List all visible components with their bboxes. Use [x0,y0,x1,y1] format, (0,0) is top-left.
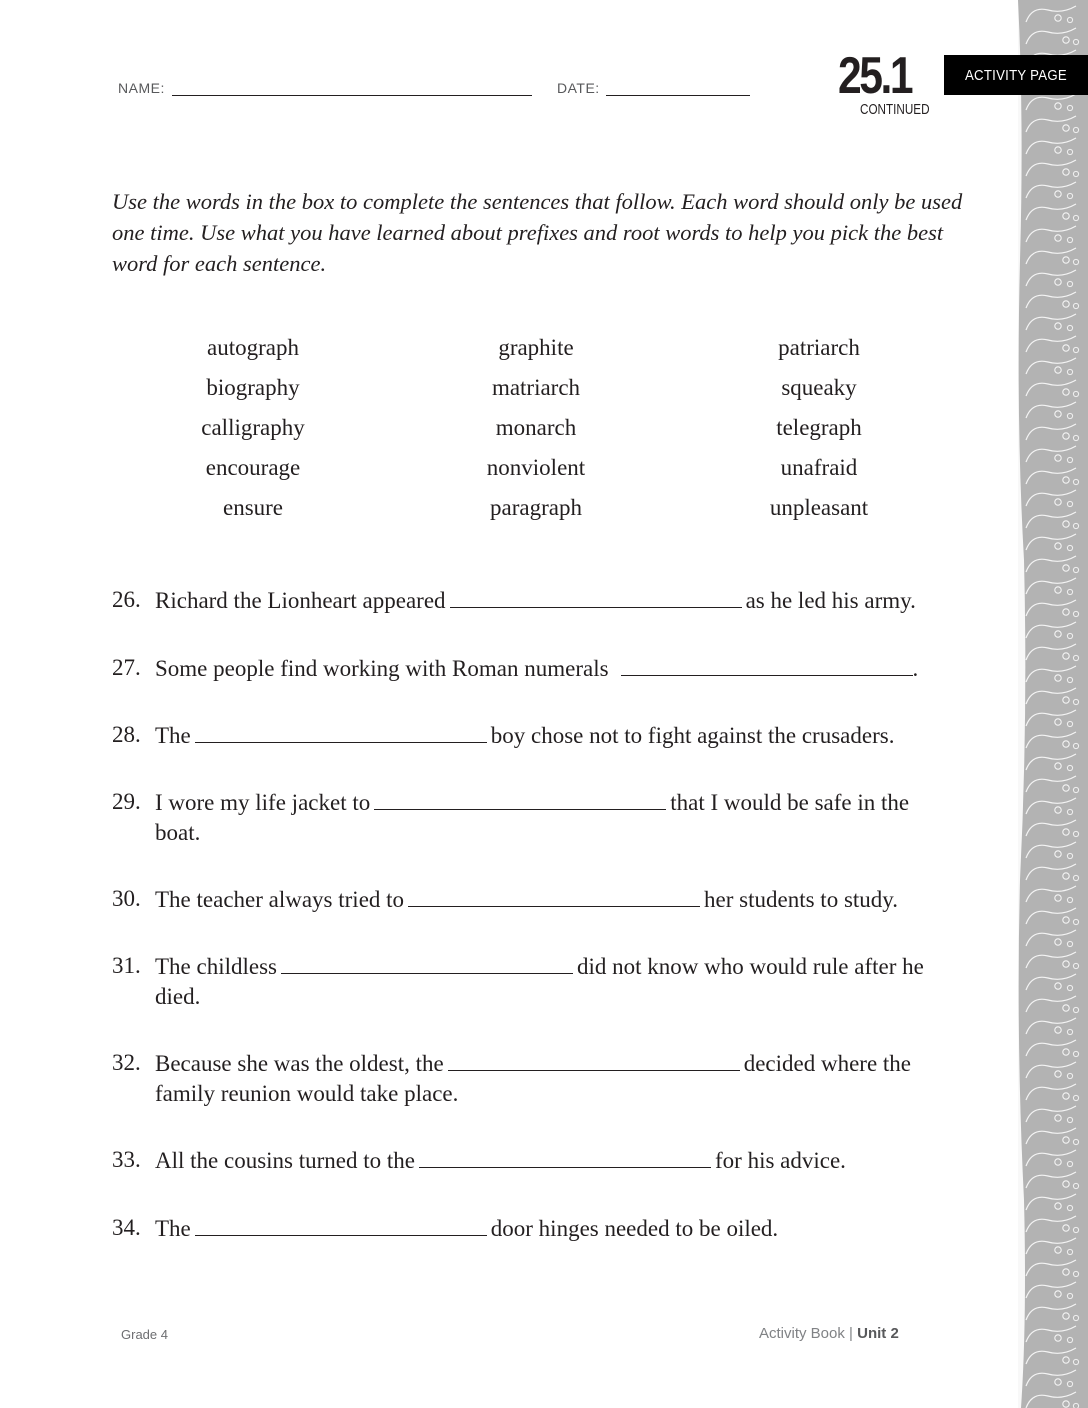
word-bank-item: calligraphy [201,415,305,440]
activity-page-label: ACTIVITY PAGE [965,66,1067,84]
footer-book-info [759,1325,899,1342]
name-label: NAME: [118,80,165,96]
word-bank-item: unafraid [780,455,858,480]
answer-blank[interactable] [448,1048,740,1071]
word-bank-item: autograph [207,335,299,360]
question-text: Richard the Lionheart appeared [155,588,446,613]
word-bank-item: telegraph [776,415,862,440]
word-bank-column-3 [689,328,949,528]
question-text: Because she was the oldest, the [155,1051,444,1076]
question-number: 32. [112,1050,141,1075]
word-bank-item: paragraph [490,495,582,520]
question-text: The [155,1216,191,1241]
word-bank-item: unpleasant [769,495,869,520]
continued-label: CONTINUED [860,101,930,118]
question-text: did not know who would rule after he died. [155,954,924,1009]
answer-blank[interactable] [621,653,913,676]
word-bank-item: monarch [495,415,577,440]
date-field[interactable] [606,95,750,96]
question-number: 27. [112,655,141,680]
footer-separator: | [849,1325,853,1342]
answer-blank[interactable] [408,884,700,907]
footer-unit: Unit 2 [857,1325,899,1342]
question-number: 34. [112,1215,141,1240]
question-number: 29. [112,789,141,814]
question-text: All the cousins turned to the [155,1148,415,1173]
activity-page-badge [944,55,1088,95]
question-number: 31. [112,953,141,978]
question-text: door hinges needed to be oiled. [490,1216,779,1241]
word-bank-item: matriarch [491,375,581,400]
question-text: as he led his army. [745,588,916,613]
footer-book-title: Activity Book [759,1325,845,1342]
word-bank-item: squeaky [781,375,857,400]
activity-number: 25.1 [838,47,912,105]
word-bank-column-1 [123,328,383,528]
question-text: The [155,723,191,748]
question-number: 30. [112,886,141,911]
question-text: boy chose not to fight against the crusaders. [490,723,895,748]
word-bank-item: patriarch [778,335,860,360]
question-text: that I would be safe in the boat. [155,790,910,845]
answer-blank[interactable] [374,787,666,810]
answer-blank[interactable] [450,585,742,608]
name-field[interactable] [172,95,532,96]
footer-grade: Grade 4 [121,1327,168,1342]
answer-blank[interactable] [195,1213,487,1236]
word-bank-item: nonviolent [486,455,586,480]
word-bank-column-2 [406,328,666,528]
question-text: for his advice. [715,1148,846,1173]
answer-blank[interactable] [281,951,573,974]
question-number: 28. [112,722,141,747]
question-text: Some people find working with Roman numerals [155,656,609,681]
question-text: decided where the family reunion would take place. [155,1051,912,1106]
question-number: 33. [112,1147,141,1172]
word-bank-item: ensure [222,495,284,520]
decorative-border [1018,0,1088,1408]
question-text: The childless [155,954,277,979]
question-number: 26. [112,587,141,612]
word-bank-item: graphite [498,335,574,360]
question-text: . [912,656,919,681]
question-text: I wore my life jacket to [155,790,371,815]
instructions: Use the words in the box to complete the sentences that follow. Each word should only be used one time. Use what you have learned about prefixes and root words to help you pick the best word for each sentence. [112,189,963,276]
decorative-pattern-icon [1018,0,1088,1408]
answer-blank[interactable] [195,720,487,743]
word-bank-item: biography [206,375,300,400]
date-label: DATE: [557,80,600,96]
word-bank-item: encourage [205,455,301,480]
question-text: The teacher always tried to [155,887,405,912]
question-text: her students to study. [704,887,899,912]
answer-blank[interactable] [419,1145,711,1168]
